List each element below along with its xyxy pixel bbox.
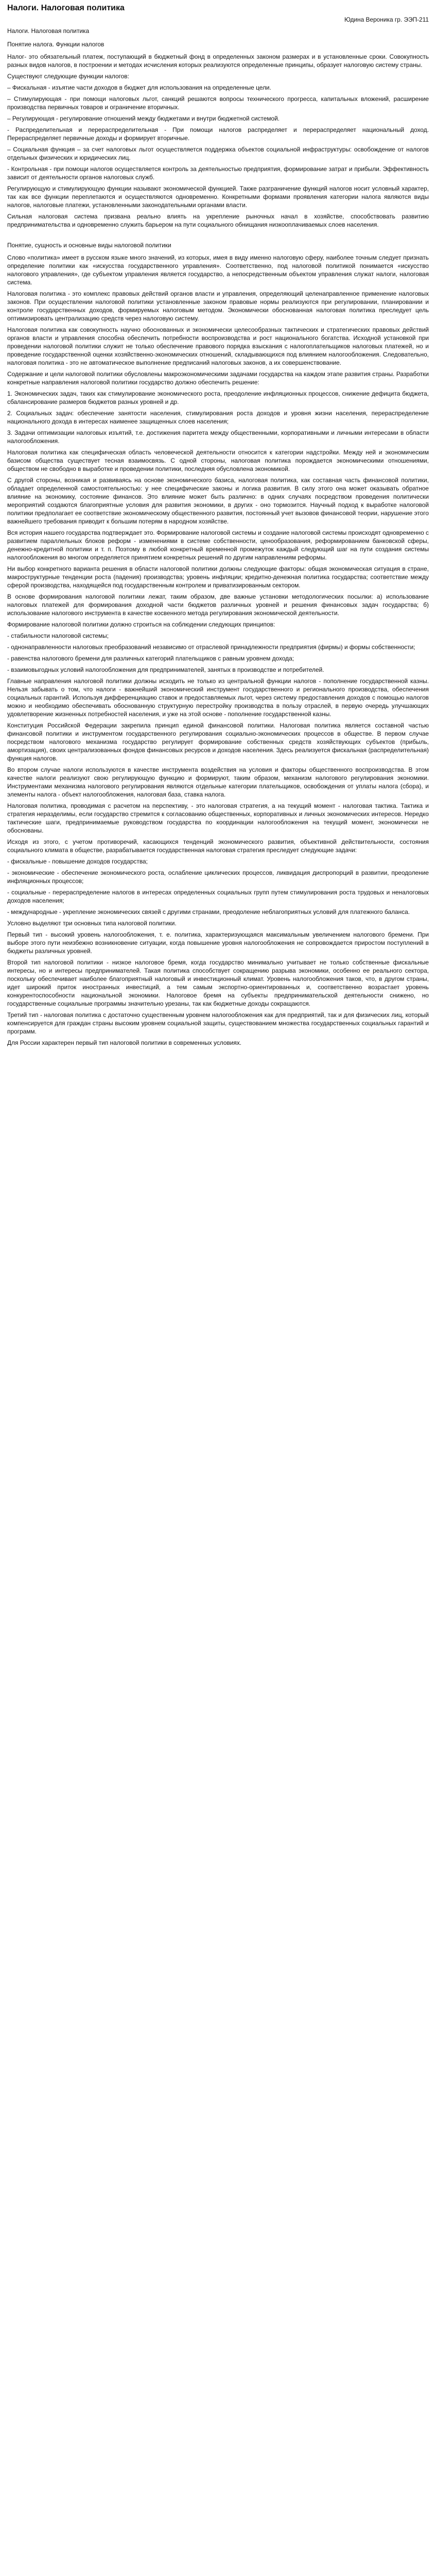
paragraph: Конституция Российской Федерации закрепила принцип единой финансовой политики. Налоговая политика является составной частью финансовой политики и инструментом государственного регулирования социально-экономических процессов в обществе. В первом случае посредством налогового механизма государство регулирует формирование собственных средств хозяйствующих субъектов (прибыль, амортизация), своих централизованных фондов финансовых ресурсов и доходов населения. Здесь реализуется фискальная (распределительная) функция налогов. bbox=[7, 722, 429, 762]
paragraph: С другой стороны, возникая и развиваясь на основе экономического базиса, налоговая политика, как составная часть финансовой политики, обладает определенной самостоятельностью: у нее специфические законы и логика развития. В силу этого она может оказывать обратное влияние на экономику, состояние финансов. Это влияние может быть различно: в одних случаях посредством проведения политически мероприятий создаются благоприятные условия для развития экономики, в других - оно тормозится. Научный подход к выработке налоговой политики предполагает ее соответствие экономическому общественного развития, постоянный учет вызовов финансовой теории, нарушение этого важнейшего требования приводит к большим потерям в народном хозяйстве. bbox=[7, 477, 429, 525]
list-item: - Контрольная - при помощи налогов осуществляется контроль за деятельностью предприятия, формирование затрат и прибыли. Эффективность зависит от деятельности органов налоговых служб. bbox=[7, 165, 429, 181]
paragraph: Регулирующую и стимулирующую функции называют экономической функцией. Также разграничение функций налогов носит условный характер, так как все функции переплетаются и осуществляются одновременно. Конкретными формами проявления категории налога являются виды налогов, налоговые платежи, установленными законодательными органами власти. bbox=[7, 185, 429, 209]
author-line: Юдина Вероника гр. ЭЭП-211 bbox=[344, 16, 429, 23]
paragraph: - равенства налогового бремени для различных категорий плательщиков с равным уровнем дохода; bbox=[7, 655, 294, 662]
paragraph: - взаимовыгодных условий налогообложения для предпринимателей, занятых в производстве и потребителей. bbox=[7, 666, 324, 673]
page-title: Налоги. Налоговая политика bbox=[7, 4, 125, 12]
list-item: – Регулирующая - регулирование отношений между бюджетами и внутри бюджетной системой. bbox=[7, 115, 280, 122]
document-page bbox=[7, 0, 429, 1047]
paragraph: Для России характерен первый тип налоговой политики в современных условиях. bbox=[7, 1039, 242, 1046]
paragraph: Главные направления налоговой политики должны исходить не только из центральной функции налогов - пополнение государственной казны. Нельзя забывать о том, что налоги - важнейший экономический инструмент государственного и регионального производства, обеспечения социальных гарантий. Используя дифференциацию ставок и предоставляемых льгот, через систему предоставления доходов с помощью налогов можно и необходимо обеспечивать обоснованную структурную перестройку производства в пользу отраслей, в первую очередь улучшающих удовлетворение жизненных потребностей населения, и уже на этой основе - пополнение государственной казны. bbox=[7, 677, 429, 718]
paragraph: Налоговая политика, проводимая с расчетом на перспективу, - это налоговая стратегия, а на текущий момент - налоговая тактика. Тактика и стратегия неразделимы, если государство стремится к согласованию общественных, корпоративных и личных экономических интересов. Нередко тактические шаги, предпринимаемые руководством государства по координации налогообложения на текущий момент, экономически не обоснованы. bbox=[7, 802, 429, 834]
document-body bbox=[7, 40, 429, 1047]
paragraph: В основе формирования налоговой политики лежат, таким образом, две важные установки методологических посылки: а) использование налоговых платежей для формирования доходной части бюджетов различных уровней и решения финансовых задач государства; б) использование налогового инструмента в качестве косвенного метода регулирования экономической деятельности. bbox=[7, 593, 429, 617]
paragraph: Формирование налоговой политики должно строиться на соблюдении следующих принципов: bbox=[7, 621, 275, 628]
paragraph: - международные - укрепление экономических связей с другими странами, преодоление неблагоприятных условий для платежного баланса. bbox=[7, 908, 410, 916]
paragraph: 1. Экономических задач, таких как стимулирование экономического роста, преодоление инфляционных процессов, снижение дефицита бюджета, сбалансирование размеров бюджетов разных уровней и др. bbox=[7, 390, 429, 405]
paragraph: Ни выбор конкретного варианта решения в области налоговой политики должны следующие факторы: общая экономическая ситуация в стране, макроструктурные тенденции роста (падения) производства; уровень инфляции; кредитно-денежная политика государства; соответствие между сферой производства, находящейся под государственным контролем и приватизированным сектором. bbox=[7, 565, 429, 589]
paragraph: Налоговая политика - это комплекс правовых действий органов власти и управления, определяющий целенаправленное применение налоговых законов. При осуществлении налоговой политики установленные законом правовые нормы реализуются при регулировании, планировании и контроле государственных доходов, формируемых налоговым методом. Экономически обоснованная налоговая политика преследует цель оптимизировать централизацию средств через налоговую систему. bbox=[7, 290, 429, 322]
paragraph: Слово «политика» имеет в русском языке много значений, из которых, имея в виду именно налоговую сферу, наиболее точным следует признать определение политики как «искусства государственного управления». Соответственно, под налоговой политикой понимается «искусство налогового управления», где субъектом управления является государство, а непосредственным объектом управления служат налоги, налоговая система. bbox=[7, 254, 429, 286]
paragraph: - стабильности налоговой системы; bbox=[7, 632, 109, 639]
paragraph: Налоговая политика как специфическая область человеческой деятельности относится к категории надстройки. Между ней и экономическим базисом общества существует тесная взаимосвязь. С одной стороны, налоговая политика порождается экономическими отношениями, обществом не свободно в выработке и проведении политики, последняя обусловлена экономикой. bbox=[7, 449, 429, 472]
document-subtitle: Налоги. Налоговая политика bbox=[7, 27, 90, 35]
list-item: – Фискальная - изъятие части доходов в бюджет для использования на определенные цели. bbox=[7, 84, 271, 91]
paragraph: Налоговая политика как совокупность научно обоснованных и экономически целесообразных тактических и стратегических правовых действий органов власти и управления способна обеспечить потребности воспроизводства и рост национального богатства. Исходной установкой при проведении налоговой политики служит не только обеспечение правового порядка взыскания с налогоплательщиков налоговых платежей, но и проведение государственной оценки хозяйственно-экономических отношений, складывающихся под влиянием налогообложения. Следовательно, налоговая политика - это не автоматическое выполнение предписаний налоговых законов, а их совершенствование. bbox=[7, 326, 429, 366]
section-gap bbox=[7, 232, 429, 236]
paragraph: Второй тип налоговой политики - низкое налоговое бремя, когда государство минимально учитывает не только собственные фискальные интересы, но и интересы предпринимателей. Такая политика способствует сокращению разрыва экономики, особенно ее реального сектора, поскольку обеспечивает наиболее благоприятный налоговый и инвестиционный климат. Уровень налогообложения таков, что, в другом страны, идет широкий приток иностранных инвестиций, а тем самым экспортно-ориентированных и, соответственно возрастает уровень конкурентоспособности национальной экономики. Налоговое бремя на субъекты предпринимательской деятельности снижено, но государственные социальные программы значительно урезаны, так как бюджетные доходы сокращаются. bbox=[7, 959, 429, 1007]
paragraph: Содержание и цели налоговой политики обусловлены макроэкономическими задачами государства на каждом этапе развития страны. Разработки конкретные направления налоговой политики государство должно обеспечить решение: bbox=[7, 370, 429, 386]
paragraph: Исходя из этого, с учетом противоречий, касающихся тенденций экономического развития, объективной действительности, состояния социального климата в обществе, разрабатывается государственная налоговая стратегия преследует следующие задачи: bbox=[7, 838, 429, 854]
paragraph: 2. Социальных задач: обеспечение занятости населения, стимулирования роста доходов и уровня жизни населения, перераспределение национального дохода в интересах наименее защищенных слоев населения; bbox=[7, 410, 429, 425]
paragraph: Первый тип - высокий уровень налогообложения, т. е. политика, характеризующаяся максимальным увеличением налогового бремени. При выборе этого пути неизбежно возникновение ситуации, когда повышение уровня налогообложения не сопровождается приростом поступлений в бюджеты различных уровней. bbox=[7, 931, 429, 955]
paragraph: - фискальные - повышение доходов государства; bbox=[7, 858, 148, 865]
paragraph: Налог- это обязательный платеж, поступающий в бюджетный фонд в определенных законом размерах и в установленные сроки. Совокупность разных видов налогов, в построении и методах исчисления которых реализуются определенные принципы, образует налоговую систему страны. bbox=[7, 53, 429, 69]
paragraph: - экономические - обеспечение экономического роста, ослабление циклических процессов, ликвидация диспропорций в развитии, преодоление инфляционных процессов; bbox=[7, 869, 429, 885]
paragraph: 3. Задачи оптимизации налоговых изъятий, т.е. достижения паритета между общественными, корпоративными и личными интересами в области налогообложения. bbox=[7, 429, 429, 445]
paragraph: Третий тип - налоговая политика с достаточно существенным уровнем налогообложения как для предприятий, так и для физических лиц, который компенсируется для граждан страны высоким уровнем социальной защиты, существованием множества государственных социальных гарантий и программ. bbox=[7, 1011, 429, 1035]
paragraph: - однонаправленности налоговых преобразований независимо от отраслевой принадлежности предприятия (фирмы) и формы собственности; bbox=[7, 643, 415, 651]
paragraph: Сильная налоговая система призвана реально влиять на укрепление рыночных начал в хозяйстве, способствовать развитию предпринимательства и одновременно служить барьером на пути социального обнищания низкооплачиваемых слоев населения. bbox=[7, 213, 429, 228]
paragraph: Условно выделяют три основных типа налоговой политики. bbox=[7, 920, 177, 927]
section-heading: Понятие налога. Функции налогов bbox=[7, 41, 104, 48]
paragraph: Вся история нашего государства подтверждает это. Формирование налоговой системы и создание налоговой системы происходят одновременно с развитием параллельных блоков реформ - изменениями в системе собственности, ценообразования, реформированием банковской сферы, денежно-кредитной политики и т. п. Поэтому в любой конкретный временной промежуток каждый следующий шаг на пути создания системы налогообложения во многом определяется принятием конкретных решений по другим направлениям реформы. bbox=[7, 529, 429, 561]
paragraph: Существуют следующие функции налогов: bbox=[7, 73, 129, 80]
list-item: – Стимулирующая - при помощи налоговых льгот, санкций решаются вопросы технического прогресса, капитальных вложений, расширение производства первичных товаров и ограничение вторичных. bbox=[7, 95, 429, 111]
paragraph: - социальные - перераспределение налогов в интересах определенных социальных групп путем стимулирования роста трудовых и неналоговых доходов населения; bbox=[7, 889, 429, 904]
list-item: – Социальная функция – за счет налоговых льгот осуществляется поддержка объектов социальной инфраструктуры: освобождение от налогов отдельных физических и юридических лиц. bbox=[7, 146, 429, 161]
section-heading: Понятие, сущность и основные виды налоговой политики bbox=[7, 242, 171, 249]
paragraph: Во втором случае налоги используются в качестве инструмента воздействия на условия и факторы общественного воспроизводства. В этом качестве налоги реализуют свою регулирующую функцию и формируют, таким образом, механизм налогового регулирования экономики. Инструментами механизма налогового регулирования являются отдельные категории плательщиков, освобождения от уплаты налога (сбора), и элементы налога - объект налогообложения, налоговая база, ставка налога. bbox=[7, 766, 429, 798]
list-item: - Распределительная и перераспределительная - При помощи налогов распределяет и перераспределяет национальный доход. Перераспределяет первичные доходы и формирует вторичные. bbox=[7, 126, 429, 142]
